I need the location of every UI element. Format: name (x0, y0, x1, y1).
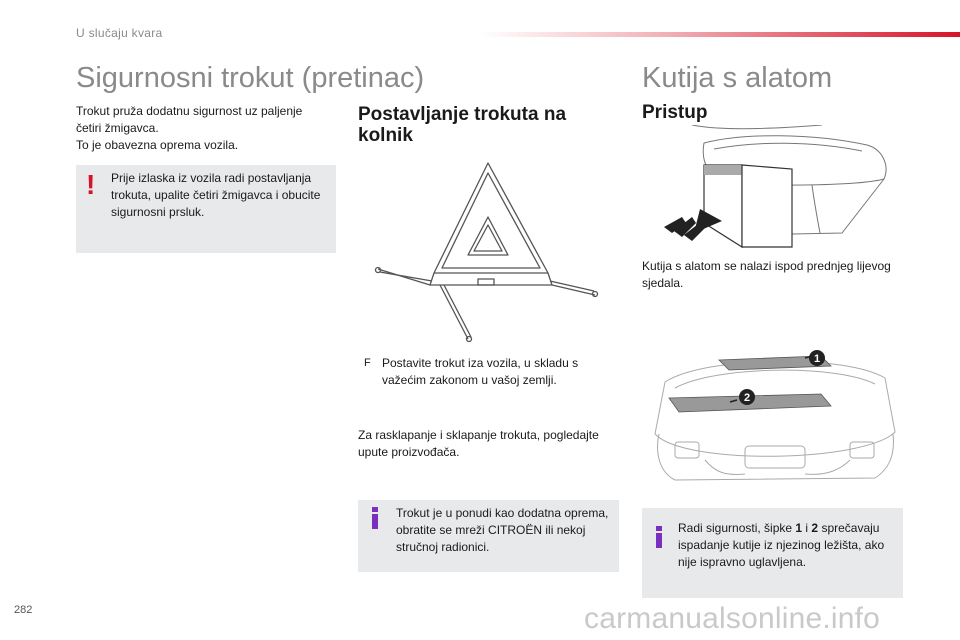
intro-line: To je obavezna oprema vozila. (76, 138, 239, 152)
section-title-toolbox: Kutija s alatom (642, 62, 833, 94)
header-accent-bar (480, 32, 960, 37)
caption-line: Kutija s alatom se nalazi ispod prednjeg lijevog (642, 259, 891, 273)
info-fragment: Radi sigurnosti, šipke (678, 521, 796, 535)
intro-line: Trokut pruža dodatnu sigurnost uz paljenje (76, 104, 303, 118)
bullet-line: važećim zakonom u vašoj zemlji. (382, 373, 557, 387)
warning-line: Prije izlaska iz vozila radi postavljanja (111, 171, 312, 185)
info-fragment: sprečavaju (818, 521, 880, 535)
intro-line: četiri žmigavca. (76, 121, 159, 135)
label-1-number: 1 (813, 353, 821, 365)
toolbox-bars-illustration (645, 342, 905, 492)
info-fragment: i (802, 521, 812, 535)
seat-toolbox-illustration (662, 125, 897, 250)
chapter-title: U slučaju kvara (76, 26, 163, 40)
caption-line: sjedala. (642, 276, 684, 290)
section-title-triangle: Sigurnosni trokut (pretinac) (76, 62, 425, 94)
warning-icon: ! (86, 169, 96, 200)
title-line: kolnik (358, 125, 413, 146)
info-box-toolbox (642, 508, 903, 598)
info-icon (372, 507, 378, 529)
intro-text (76, 103, 336, 154)
info-line: ispadanje kutije iz njezinog ležišta, ako (678, 538, 885, 552)
subtitle-access: Pristup (642, 102, 708, 123)
info-text (678, 520, 900, 571)
info-line: obratite se mreži CITROËN ili nekoj (396, 523, 586, 537)
info-box-triangle (358, 500, 619, 572)
warning-line: trokuta, upalite četiri žmigavca i obucite (111, 188, 321, 202)
bullet-line: Postavite trokut iza vozila, u skladu s (382, 356, 579, 370)
bullet-arrow-icon: F (364, 357, 371, 369)
placement-bullet (358, 355, 618, 389)
info-line-first (678, 520, 900, 537)
assembly-note (358, 427, 620, 461)
section-title-placement (358, 104, 598, 146)
warning-triangle-illustration (370, 155, 605, 345)
note-line: Za rasklapanje i sklapanje trokuta, pogledajte (358, 428, 599, 442)
info-text (396, 505, 616, 556)
info-line: nije ispravno uglavljena. (678, 555, 807, 569)
warning-text (111, 170, 333, 221)
note-line: upute proizvođača. (358, 445, 460, 459)
info-line: stručnoj radionici. (396, 540, 490, 554)
info-bold-2: 2 (811, 521, 819, 535)
watermark: carmanualsonline.info (584, 602, 881, 635)
toolbox-caption (642, 258, 912, 292)
warning-box (76, 165, 336, 253)
info-line: Trokut je u ponudi kao dodatna oprema, (396, 506, 609, 520)
warning-line: sigurnosni prsluk. (111, 205, 205, 219)
info-icon (656, 526, 662, 548)
page-number: 282 (14, 604, 33, 616)
info-bold-1: 1 (795, 521, 803, 535)
title-line: Postavljanje trokuta na (358, 104, 567, 125)
label-2-number: 2 (743, 392, 751, 404)
